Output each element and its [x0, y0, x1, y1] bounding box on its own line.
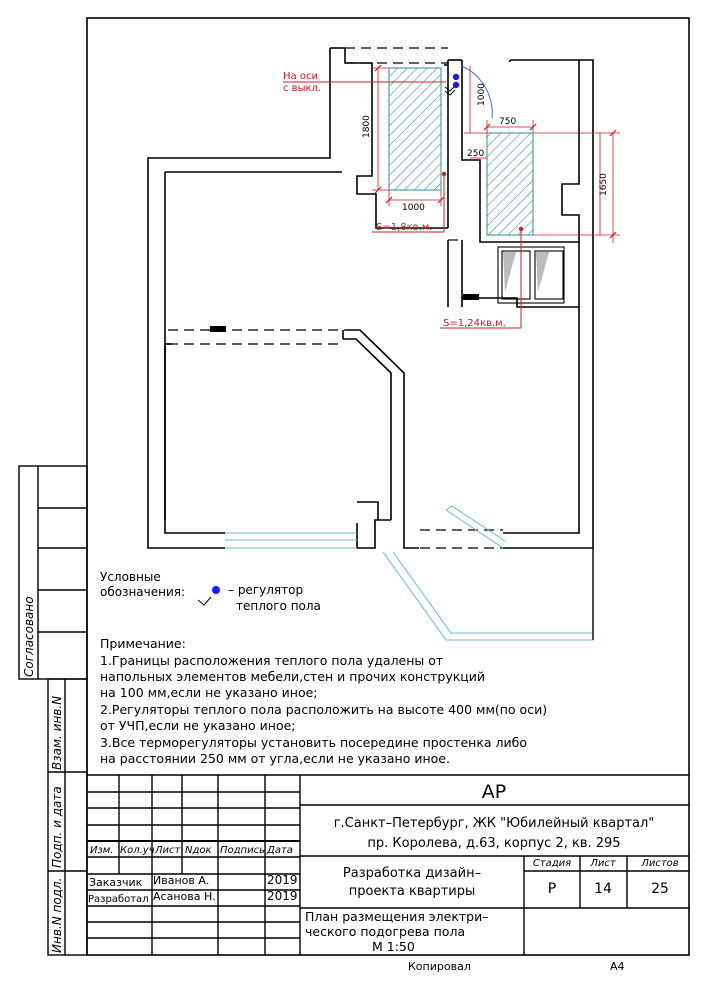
floor-plan: [148, 48, 620, 640]
agreed-label: Согласовано: [22, 596, 36, 677]
dim-250: 250: [467, 149, 485, 159]
heated-zone-wc: [487, 133, 533, 235]
legend: [100, 570, 321, 613]
dim-1000-horizontal: 1000: [402, 203, 425, 213]
header-stage: Стадия: [532, 858, 572, 869]
dim-750: 750: [499, 117, 517, 127]
role-developer: Разработал: [88, 894, 149, 905]
sheet-scale: М 1:50: [372, 939, 415, 954]
col-header-ndok: Nдок: [185, 845, 212, 856]
notes: [100, 636, 547, 766]
project-name: Разработка дизайн–: [342, 866, 482, 881]
note-line: на 100 мм,если не указано иное;: [100, 685, 318, 700]
shower-cabinets: [498, 247, 564, 303]
col-header-izm: Изм.: [90, 845, 114, 856]
switch-axis-label-2: с выкл.: [283, 83, 322, 94]
replace-inv-label: Взам. инв.N: [50, 695, 64, 770]
dim-1650: 1650: [599, 173, 609, 196]
note-line: 1.Границы расположения теплого пола удалены от: [100, 653, 444, 668]
col-header-date: Дата: [267, 845, 293, 856]
project-code: АР: [481, 781, 507, 803]
date-customer: 2019: [267, 873, 298, 887]
project-name-2: проекта квартиры: [348, 884, 476, 899]
dim-1800: 1800: [362, 115, 372, 138]
copied-label: Копировал: [408, 960, 471, 973]
col-header-kol: Кол.уч: [120, 845, 155, 856]
original-inv-label: Инв.N подл.: [50, 877, 64, 953]
area-label-bathroom: S=1,8кв.м.: [376, 222, 433, 233]
name-customer: Иванов А.: [153, 874, 210, 887]
dim-1000-vertical: 1000: [477, 83, 487, 106]
legend-title: Условные: [100, 570, 161, 584]
note-line: от УЧП,если не указано иное;: [100, 718, 296, 733]
header-sheets: Листов: [641, 858, 679, 869]
format-label: А4: [610, 960, 625, 973]
address-line: г.Санкт–Петербург, ЖК "Юбилейный квартал": [333, 816, 655, 831]
stage-value: Р: [547, 881, 557, 897]
note-line: 3.Все терморегуляторы установить посередине простенка либо: [100, 735, 528, 750]
col-header-signature: Подпись: [220, 845, 265, 856]
sheet-title-2: ческого подогрева пола: [305, 924, 466, 939]
note-line: на расстоянии 250 мм от угла,если не указано иное.: [100, 751, 450, 766]
sheet-value: 14: [594, 881, 612, 897]
legend-title-2: обозначения:: [100, 585, 186, 599]
legend-item-2: теплого пола: [236, 599, 321, 613]
date-developer: 2019: [267, 889, 298, 903]
notes-heading: Примечание:: [100, 636, 186, 651]
switch-axis-label: На оси: [283, 71, 318, 82]
sheets-value: 25: [651, 881, 669, 897]
legend-item: – регулятор: [228, 583, 304, 597]
address-line-2: пр. Королева, д.63, корпус 2, кв. 295: [367, 836, 621, 851]
sheet-title: План размещения электри–: [305, 909, 489, 924]
role-customer: Заказчик: [89, 876, 143, 889]
heated-zone-bathroom: [389, 68, 441, 190]
sign-date-label: Подп. и дата: [50, 786, 64, 868]
regulator-legend-icon: [212, 586, 220, 594]
col-header-list: Лист: [155, 845, 181, 856]
name-developer: Асанова Н.: [153, 890, 216, 903]
thermostat-regulators: [445, 74, 459, 95]
header-sheet: Лист: [590, 858, 616, 869]
note-line: 2.Регуляторы теплого пола расположить на высоте 400 мм(по оси): [100, 702, 548, 717]
note-line: напольных элементов мебели,стен и прочих конструкций: [100, 669, 486, 684]
area-label-wc: S=1,24кв.м.: [443, 318, 506, 329]
